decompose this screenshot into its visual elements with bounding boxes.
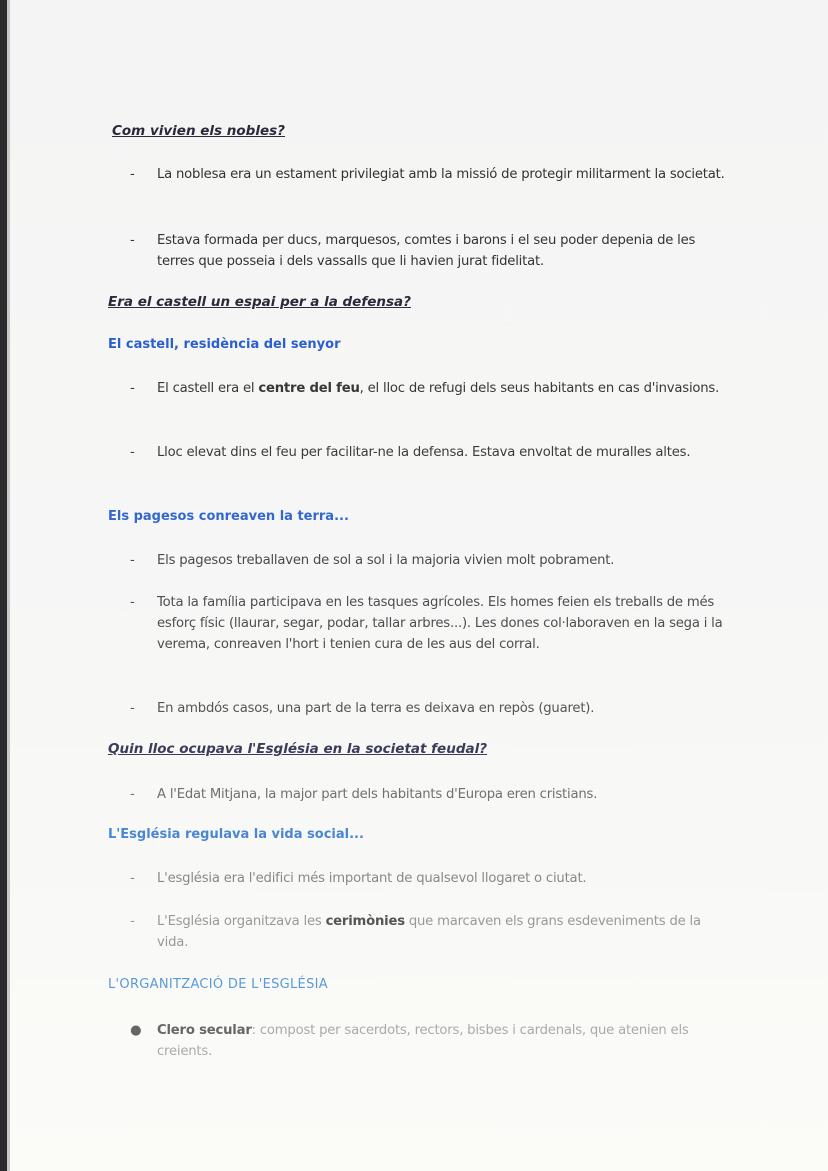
- scan-edge-shadow: [7, 0, 10, 1171]
- subheading-pagesos: Els pagesos conreaven la terra...: [108, 509, 349, 524]
- scan-edge: [0, 0, 7, 1171]
- heading-castell: Era el castell un espai per a la defensa?: [108, 294, 411, 310]
- heading-nobles: Com vivien els nobles?: [112, 123, 285, 139]
- subheading-vida-social: L'Església regulava la vida social...: [108, 827, 364, 842]
- heading-esglesia: Quin lloc ocupava l'Església en la societat feudal?: [108, 741, 488, 757]
- subheading-organitzacio: L'ORGANITZACIÓ DE L'ESGLÉSIA: [108, 977, 328, 992]
- subheading-castell: El castell, residència del senyor: [108, 337, 341, 352]
